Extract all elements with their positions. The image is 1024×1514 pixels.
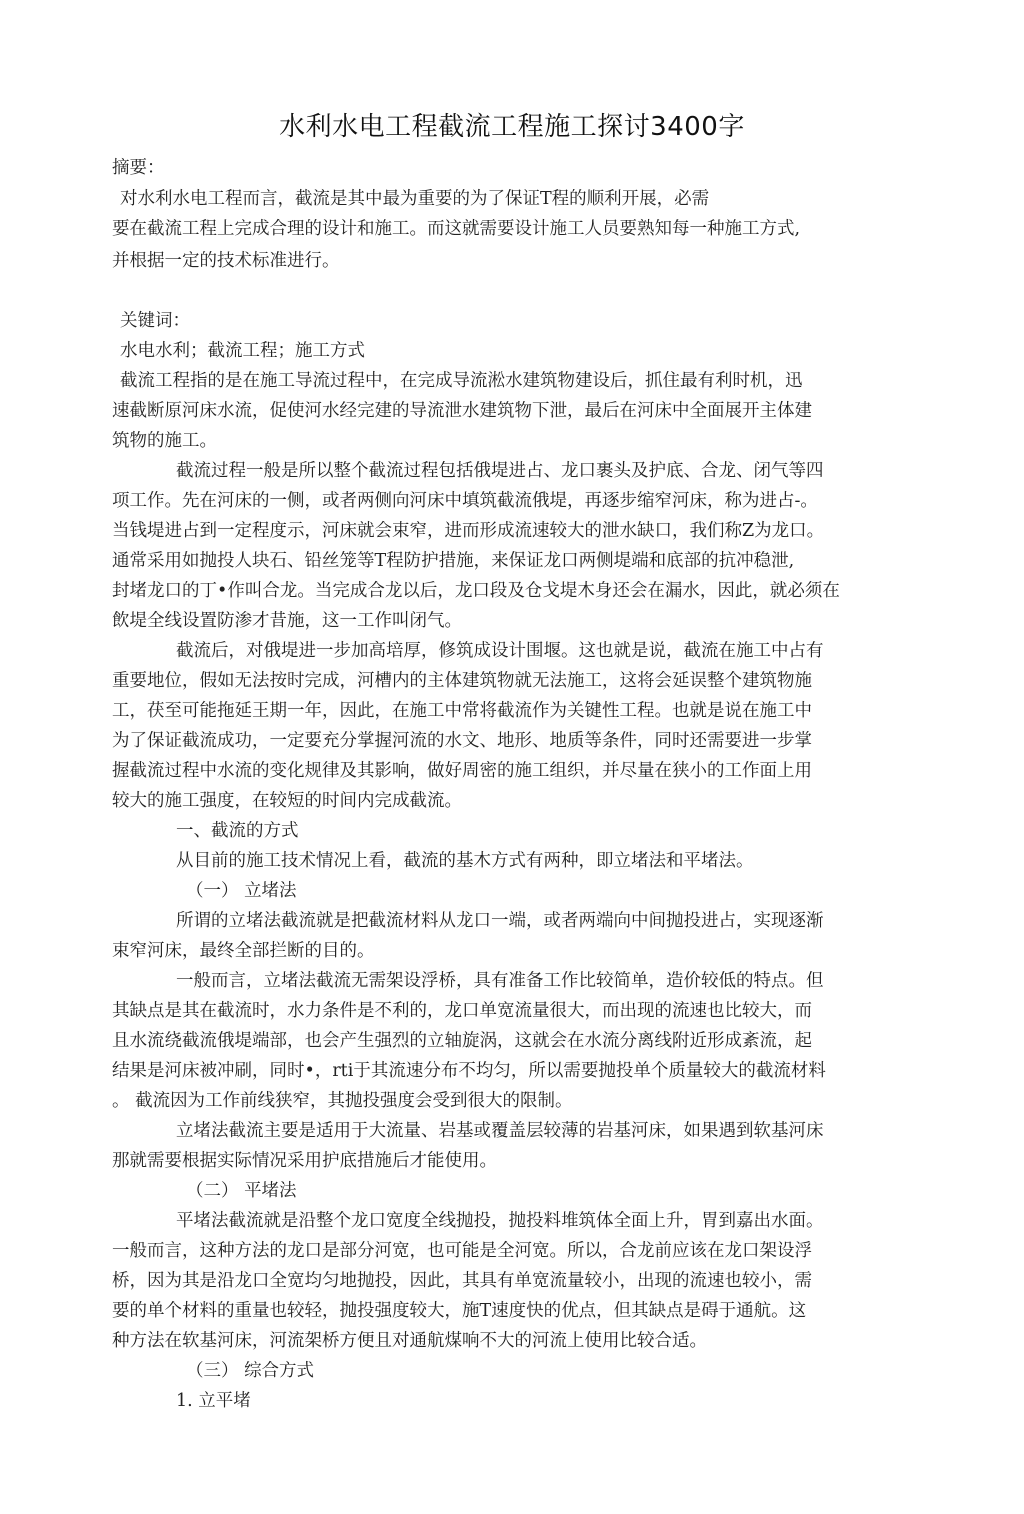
sub2-p1-line: 种方法在软基河床，河流架桥方便且对通航煤响不大的河流上使用比较合适。 (112, 1331, 707, 1351)
keywords-label: 关键词： (120, 311, 190, 331)
after-line: 握截流过程中水流的变化规律及其影响，做好周密的施工组织，并尽量在狭小的工作面上用 (112, 761, 812, 781)
sub1-p1-line: 束窄河床，最终全部拦断的目的。 (112, 941, 375, 961)
process-line: 飲堤全线设置防渗才昔施，这一工作叫闭气。 (112, 611, 462, 631)
process-line: 截流过程一般是所以整个截流过程包括俄堤进占、龙口裹头及护底、合龙、闭气等四 (176, 461, 824, 481)
intro-line: 速截断原河床水流，促使河水经完建的导流泄水建筑物下泄，最后在河床中全面展开主体建 (112, 401, 812, 421)
after-line: 截流后，对俄堤进一步加高培厚，修筑成设计围堰。这也就是说，截流在施工中占有 (176, 641, 824, 661)
subsection-heading: （一） 立堵法 (186, 881, 297, 901)
document-title: 水利水电工程截流工程施工探讨3400字 (279, 112, 745, 142)
after-line: 重要地位，假如无法按时完成，河槽内的主体建筑物就无法施工，这将会延误整个建筑物施 (112, 671, 812, 691)
subsection-heading: （三） 综合方式 (186, 1361, 315, 1381)
sub2-p1-line: 一般而言，这种方法的龙口是部分河宽，也可能是全河宽。所以，合龙前应该在龙口架设浮 (112, 1241, 812, 1261)
after-line: 较大的施工强度，在较短的时间内完成截流。 (112, 791, 462, 811)
process-line: 通常采用如抛投人块石、铅丝笼等T程防护措施，来保证龙口两侧堤端和底部的抗冲稳泄, (112, 551, 795, 571)
sub1-p2-line: 且水流绕截流俄堤端部，也会产生强烈的立轴旋涡，这就会在水流分离线附近形成紊流，起 (112, 1031, 812, 1051)
sub2-p1-line: 平堵法截流就是沿整个龙口宽度全线抛投，抛投料堆筑体全面上升，胃到嘉出水面。 (176, 1211, 824, 1231)
sub2-p1-line: 桥，因为其是沿龙口全宽均匀地抛投，因此，其具有单宽流量较小，出现的流速也较小，需 (112, 1271, 812, 1291)
intro-line: 筑物的施工。 (112, 431, 217, 451)
intro-line: 截流工程指的是在施工导流过程中，在完成导流淞水建筑物建设后，抓住最有利时机，迅 (120, 371, 803, 391)
sub2-p1-line: 要的单个材料的重量也较轻，抛投强度较大，施T速度快的优点，但其缺点是碍于通航。这 (112, 1301, 807, 1321)
process-line: 项工作。先在河床的一侧，或者两侧向河床中填筑截流俄堤，再逐步缩窄河床，称为进占-。 (112, 491, 818, 511)
sub1-p2-line: 。 截流因为工作前线狭窄，其抛投强度会受到很大的限制。 (112, 1091, 573, 1111)
section-heading: 一、截流的方式 (176, 821, 299, 841)
abstract-line: 对水利水电工程而言，截流是其中最为重要的为了保证T程的顺利开展，必需 (120, 189, 710, 209)
list-item: 1. 立平堵 (176, 1391, 251, 1411)
after-line: 为了保证截流成功，一定要充分掌握河流的水文、地形、地质等条件，同时还需要进一步掌 (112, 731, 812, 751)
keywords: 水电水利；截流工程；施工方式 (120, 341, 365, 361)
abstract-line: 要在截流工程上完成合理的设计和施工。而这就需要设计施工人员要熟知每一种施工方式, (112, 219, 801, 239)
sub1-p2-line: 结果是河床被冲刷，同时•，rti于其流速分布不均匀，所以需要抛投单个质量较大的截流材料 (112, 1061, 826, 1081)
abstract-line: 并根据一定的技术标准进行。 (112, 251, 340, 271)
process-line: 当钱堤进占到一定程度示，河床就会束窄，进而形成流速较大的泄水缺口，我们称Z为龙口。 (112, 521, 825, 541)
sub1-p3-line: 那就需要根据实际情况采用护底措施后才能使用。 (112, 1151, 497, 1171)
sub1-p2-line: 其缺点是其在截流时，水力条件是不利的，龙口单宽流量很大，而出现的流速也比较大，而 (112, 1001, 812, 1021)
process-line: 封堵龙口的丁•作叫合龙。当完成合龙以后，龙口段及仓戈堤木身还会在漏水，因此，就必须在 (112, 581, 840, 601)
after-line: 工，茯至可能拖延王期一年，因此，在施工中常将截流作为关键性工程。也就是说在施工中 (112, 701, 812, 721)
sub1-p1-line: 所谓的立堵法截流就是把截流材料从龙口一端，或者两端向中间抛投进占，实现逐渐 (176, 911, 824, 931)
sub1-p3-line: 立堵法截流主要是适用于大流量、岩基或覆盖层较薄的岩基河床，如果遇到软基河床 (176, 1121, 824, 1141)
subsection-heading: （二） 平堵法 (186, 1181, 297, 1201)
abstract-label: 摘要： (112, 158, 165, 178)
section-intro: 从目前的施工技术情况上看，截流的基木方式有两种，即立堵法和平堵法。 (176, 851, 754, 871)
sub1-p2-line: 一般而言，立堵法截流无需架设浮桥，具有准备工作比较简单，造价较低的特点。但 (176, 971, 824, 991)
